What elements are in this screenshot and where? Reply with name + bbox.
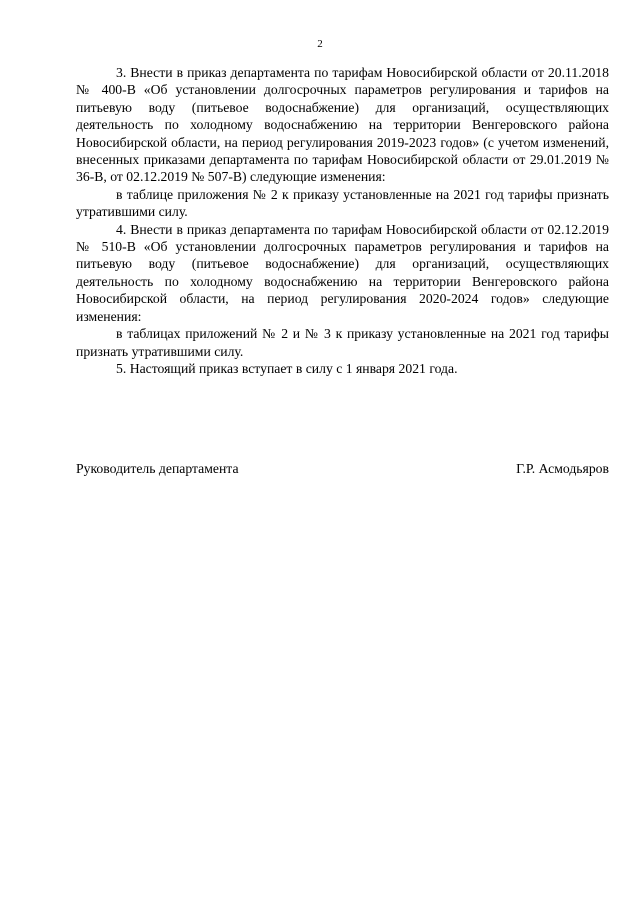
paragraph-item-3: 3. Внести в приказ департамента по тарифам Новосибирской области от 20.11.2018 № 400-В «Об установлении долгосрочных параметров регулирования и тарифов на питьевую воду (питьевое водоснабжение) для организаций, осуществляющих деятельность по холодному водоснабжению на территории Венгеровского района Новосибирской области, на период регулирования 2019-2023 годов» (с учетом изменений, внесенных приказами департамента по тарифам Новосибирской области от 29.01.2019 № 36-В, от 02.12.2019 № 507-В) следующие изменения: — [76, 65, 609, 185]
document-body — [76, 64, 609, 377]
paragraph-item-4: 4. Внести в приказ департамента по тарифам Новосибирской области от 02.12.2019 № 510-В «Об установлении долгосрочных параметров регулирования и тарифов на питьевую воду (питьевое водоснабжение) для организаций, осуществляющих деятельность по холодному водоснабжению на территории Венгеровского района Новосибирской области, на период регулирования 2020-2024 годов» следующие изменения: — [76, 221, 609, 324]
signature-block — [76, 460, 609, 477]
signatory-name: Г.Р. Асмодьяров — [516, 461, 609, 476]
paragraph-table-change-2: в таблицах приложений № 2 и № 3 к приказу установленные на 2021 год тарифы признать утратившими силу. — [76, 326, 609, 359]
page-number: 2 — [317, 38, 323, 50]
paragraph-item-5: 5. Настоящий приказ вступает в силу с 1 января 2021 года. — [116, 360, 458, 376]
signatory-position: Руководитель департамента — [76, 461, 239, 476]
paragraph-table-change-1: в таблице приложения № 2 к приказу установленные на 2021 год тарифы признать утратившими силу. — [76, 186, 609, 220]
